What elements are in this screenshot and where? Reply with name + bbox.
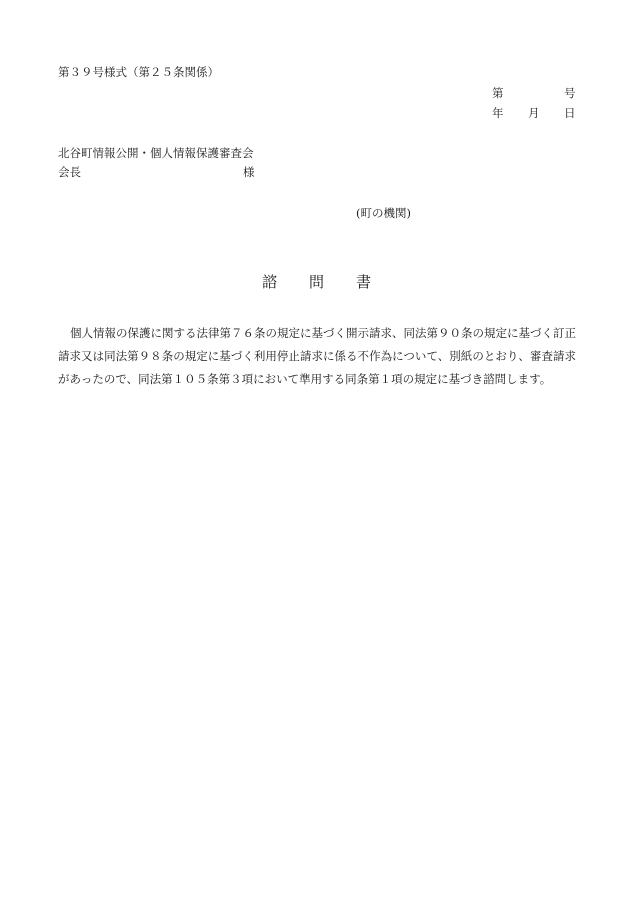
addressee-title: 会長 xyxy=(58,165,81,179)
date-day-label: 日 xyxy=(564,106,576,120)
document-number-suffix: 号 xyxy=(564,86,576,100)
document-title-char: 書 xyxy=(356,273,372,291)
document-body: 個人情報の保護に関する法律第７６条の規定に基づく開示請求、同法第９０条の規定に基づく訂正請求又は同法第９８条の規定に基づく利用停止請求に係る不作為について、別紙のとおり、審査請求があったので、同法第１０５条第３項において準用する同条第１項の規定に基づき諮問します。 xyxy=(58,326,576,386)
form-number: 第３９号様式（第２５条関係） xyxy=(58,65,219,79)
document-title-char: 諮 xyxy=(262,273,278,291)
addressee-organization: 北谷町情報公開・個人情報保護審査会 xyxy=(58,146,254,160)
document-title-char: 問 xyxy=(309,273,325,291)
document-number-label: 第 xyxy=(492,86,504,100)
date-month-label: 月 xyxy=(528,106,540,120)
sender-label: (町の機関) xyxy=(356,206,411,220)
addressee-honorific: 様 xyxy=(243,165,255,179)
date-year-label: 年 xyxy=(492,106,504,120)
